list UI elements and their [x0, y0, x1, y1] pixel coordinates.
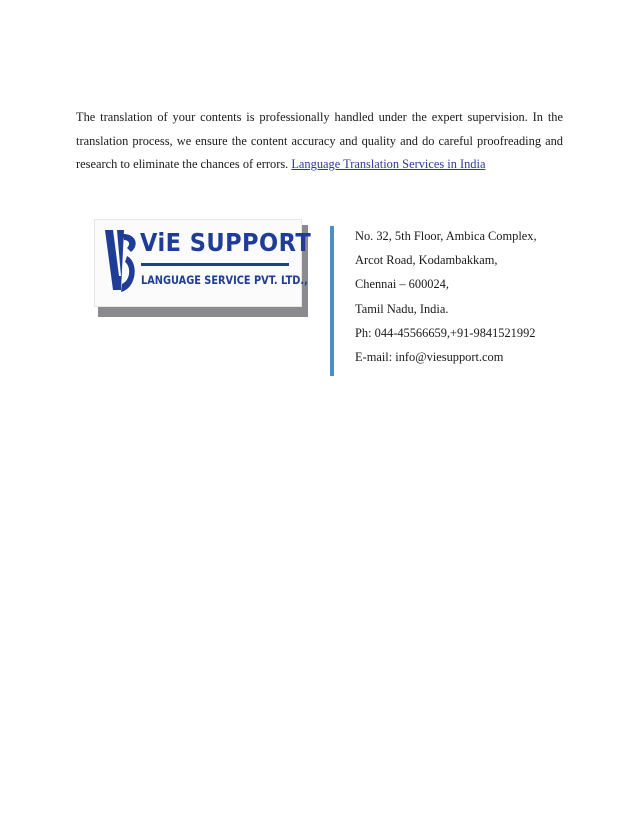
company-logo	[94, 219, 312, 317]
address-line: Chennai – 600024,	[355, 277, 449, 292]
address-line: Arcot Road, Kodambakkam,	[355, 253, 498, 268]
contact-block	[355, 224, 537, 369]
logo-face	[94, 219, 312, 307]
address-line: Tamil Nadu, India.	[355, 301, 449, 316]
paragraph-text: The translation of your contents is professionally handled under the expert supervision. In the translation process, we ensure the content accuracy and quality and do careful proofreading and research to eliminate the chances of errors.	[76, 110, 563, 171]
logo-title: ViE SUPPORT	[140, 228, 312, 257]
phone-text: Ph: 044-45566659,+91-9841521992	[355, 325, 536, 340]
body-paragraph	[76, 106, 563, 177]
vertical-divider	[330, 226, 334, 376]
address-line: No. 32, 5th Floor, Ambica Complex,	[355, 229, 537, 243]
logo-rule	[141, 263, 289, 266]
vs-monogram-icon	[103, 226, 139, 298]
language-translation-link[interactable]: Language Translation Services in India	[291, 157, 486, 171]
email-text: E-mail: info@viesupport.com	[355, 350, 504, 365]
logo-subtitle: LANGUAGE SERVICE PVT. LTD.,	[141, 273, 308, 287]
